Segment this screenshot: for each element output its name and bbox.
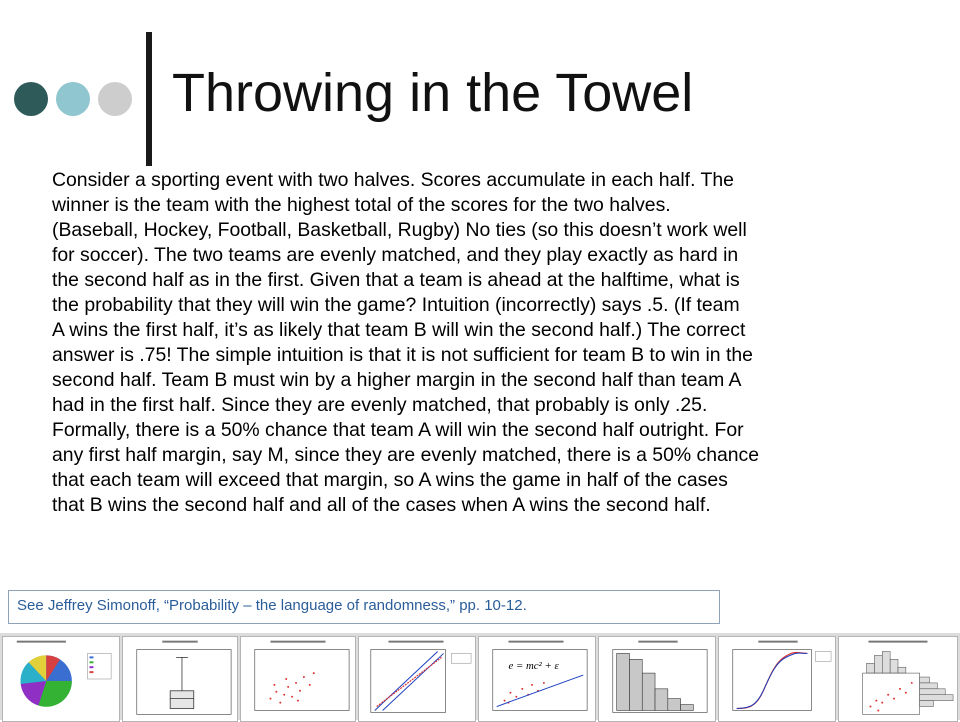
slide-title: Throwing in the Towel (172, 63, 694, 123)
box-plot-graphic (123, 637, 237, 721)
body-line: had in the first half. Since they are evenly matched, that probably is only .25. (52, 394, 708, 416)
body-line: the second half as in the first. Given that a team is ahead at the halftime, what is (52, 269, 740, 291)
scatterplot-graphic (241, 637, 355, 721)
title-divider (146, 32, 152, 166)
thumb-regression-plot (478, 636, 596, 722)
cdf-plot-graphic (719, 637, 835, 721)
probability-plot-graphic (359, 637, 475, 721)
body-line: the probability that they will win the game? Intuition (incorrectly) says .5. (If team (52, 294, 740, 316)
slide-body (52, 168, 934, 518)
body-line: that B wins the second half and all of the cases when A wins the second half. (52, 494, 711, 516)
regression-formula: e = mc² + ε (508, 660, 559, 673)
regression-plot-graphic (479, 637, 595, 721)
body-line: A wins the first half, it’s as likely that team B will win the second half.) The correct (52, 319, 746, 341)
thumb-cdf-plot (718, 636, 836, 722)
dot-teal (56, 82, 90, 116)
thumb-marginal-histogram (838, 636, 958, 722)
body-line: second half. Team B must win by a higher margin in the second half than team A (52, 369, 742, 391)
body-line: answer is .75! The simple intuition is that it is not sufficient for team B to win in the (52, 344, 753, 366)
body-line: any first half margin, say M, since they are evenly matched, there is a 50% chance (52, 444, 760, 466)
body-line: that each team will exceed that margin, so A wins the game in half of the cases (52, 469, 728, 491)
thumb-box-plot (122, 636, 238, 722)
reference-note: See Jeffrey Simonoff, “Probability – the language of randomness,” pp. 10-12. (8, 590, 720, 624)
body-line: Formally, there is a 50% chance that team A will win the second half outright. For (52, 419, 744, 441)
thumbnail-strip (0, 633, 960, 720)
body-line: (Baseball, Hockey, Football, Basketball, Rugby) No ties (so this doesn’t work well (52, 219, 747, 241)
body-line: Consider a sporting event with two halves. Scores accumulate in each half. The (52, 169, 734, 191)
thumb-scatterplot (240, 636, 356, 722)
pie-chart-graphic (3, 637, 119, 721)
thumb-pie-chart (2, 636, 120, 722)
marginal-histogram-graphic (839, 637, 957, 721)
thumb-histogram (598, 636, 716, 722)
body-line: winner is the team with the highest total of the scores for the two halves. (52, 194, 671, 216)
dot-gray (98, 82, 132, 116)
thumb-probability-plot (358, 636, 476, 722)
body-line: for soccer). The two teams are evenly matched, and they play exactly as hard in (52, 244, 739, 266)
histogram-graphic (599, 637, 715, 721)
dot-dark (14, 82, 48, 116)
